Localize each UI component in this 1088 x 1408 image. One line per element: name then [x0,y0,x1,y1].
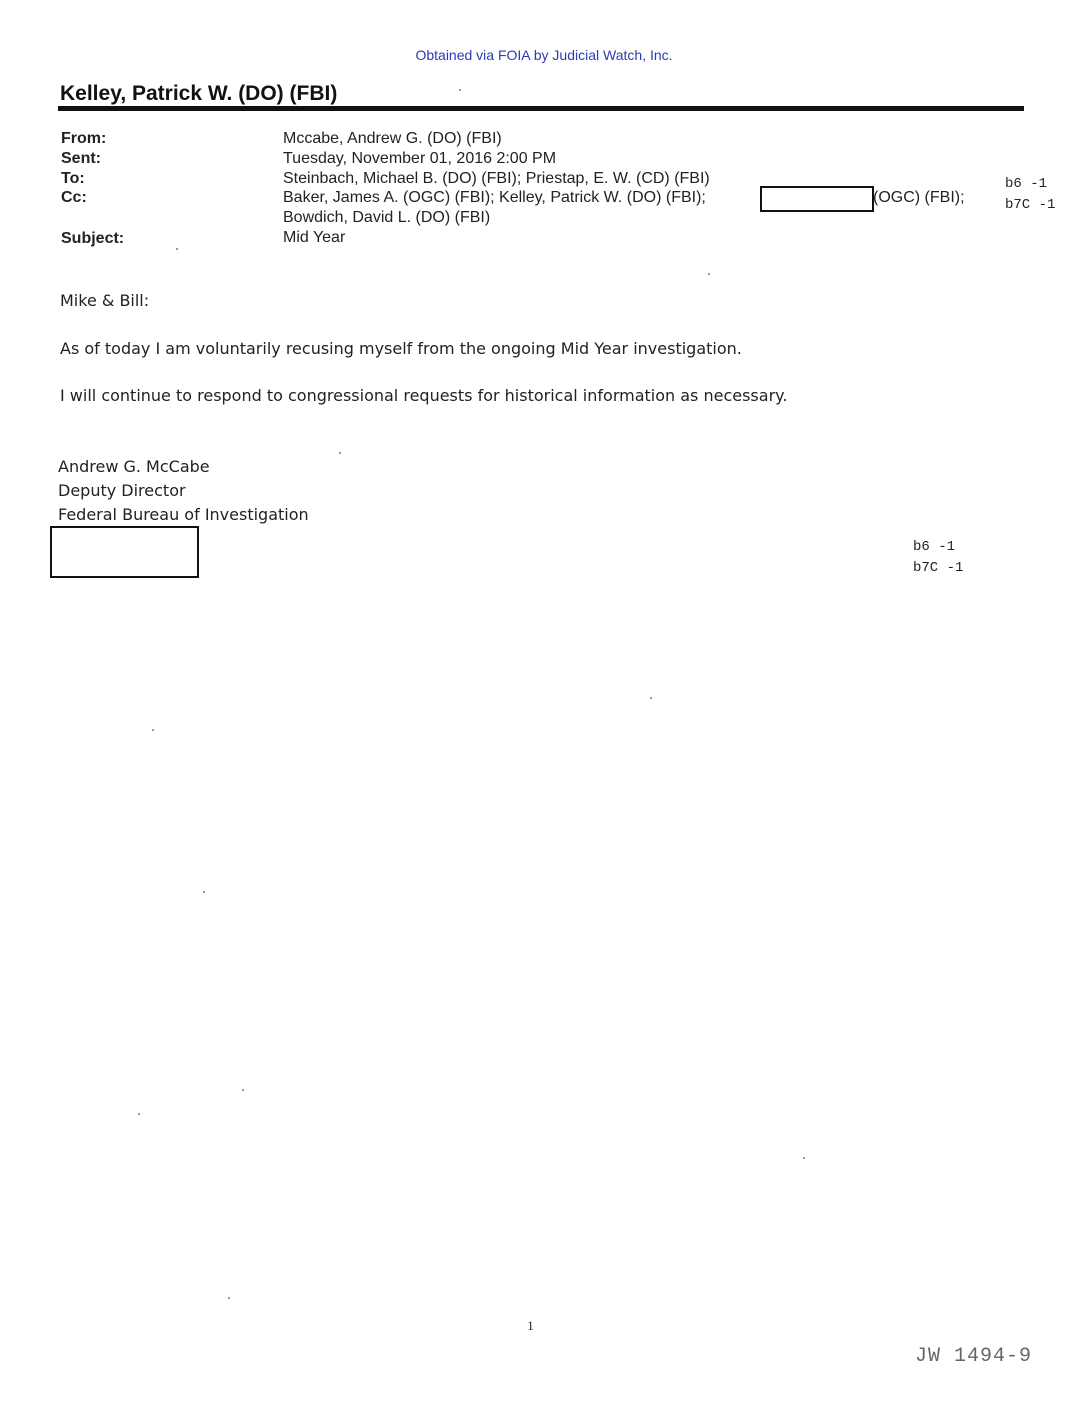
cc-label: Cc: [61,189,87,206]
signature-name: Andrew G. McCabe [58,457,210,476]
exemption-code: b6 -1 [913,539,956,555]
title-rule [58,106,1024,111]
sent-value: Tuesday, November 01, 2016 2:00 PM [283,150,557,167]
sent-label: Sent: [61,150,101,167]
cc-value-line2: Bowdich, David L. (DO) (FBI) [283,209,491,226]
exemption-code: b7C -1 [913,560,964,576]
scan-speck [803,1157,805,1159]
foia-watermark: Obtained via FOIA by Judicial Watch, Inc. [415,47,673,63]
scan-speck [152,729,154,731]
scan-speck [228,1297,230,1299]
to-label: To: [61,170,85,187]
scan-speck [708,273,710,275]
exemption-codes-signature [913,537,963,579]
subject-value: Mid Year [283,229,346,246]
redaction-box-signature [50,526,199,578]
bates-number: JW 1494-9 [915,1345,1033,1368]
body-paragraph-1: As of today I am voluntarily recusing myself from the ongoing Mid Year investigation. [60,339,742,358]
page-number: 1 [527,1318,534,1333]
to-value: Steinbach, Michael B. (DO) (FBI); Priestap, E. W. (CD) (FBI) [283,170,710,187]
cc-value-part2: (OGC) (FBI); [873,189,965,206]
exemption-codes-header [1005,174,1055,216]
subject-label: Subject: [61,230,125,247]
exemption-code: b7C -1 [1005,197,1056,213]
mailbox-owner-title: Kelley, Patrick W. (DO) (FBI) [60,82,338,105]
body-paragraph-2: I will continue to respond to congressional requests for historical information as necessary. [60,386,788,405]
scan-speck [203,891,205,893]
scan-speck [138,1113,140,1115]
exemption-code: b6 -1 [1005,176,1048,192]
scan-speck [242,1089,244,1091]
from-value: Mccabe, Andrew G. (DO) (FBI) [283,130,502,147]
signature-title: Deputy Director [58,481,186,500]
cc-value-part1: Baker, James A. (OGC) (FBI); Kelley, Patrick W. (DO) (FBI); [283,189,706,206]
greeting: Mike & Bill: [60,291,150,310]
scan-speck [339,452,341,454]
scan-speck [176,248,178,250]
redaction-box-cc [760,186,874,212]
signature-org: Federal Bureau of Investigation [58,505,309,524]
scan-speck [459,89,461,91]
scan-speck [650,697,652,699]
from-label: From: [61,130,107,147]
